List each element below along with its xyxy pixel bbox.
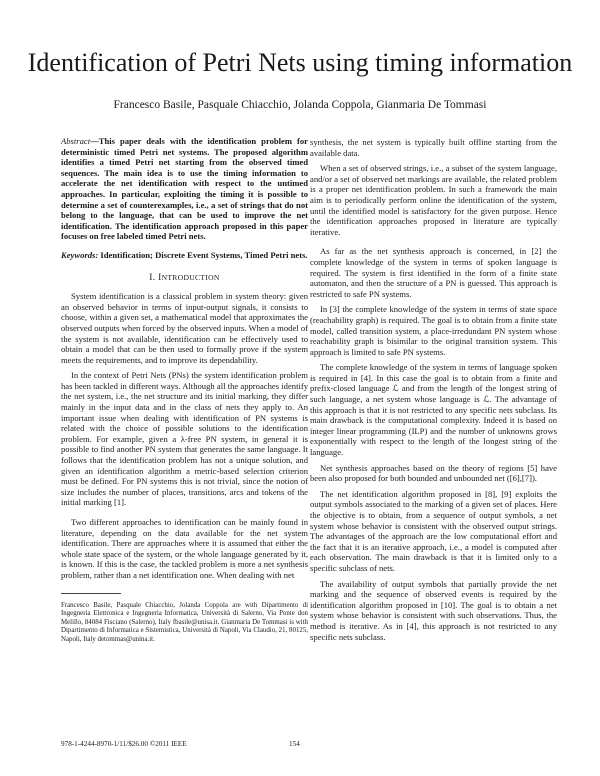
keywords-text: Identification; Discrete Event Systems, Timed Petri nets.	[100, 249, 308, 260]
paragraph: In the context of Petri Nets (PNs) the system identification problem has been tackled in different ways. Although all the approaches identify the net system, i.e., the net structure and its initial marking, they differ mainly in the input data and in the class of nets they apply to. An important issue when dealing with identification of PN systems is related with the choice of possible solutions to the identification problem. For example, given a λ-free PN system, in general it is possible to find another PN system that generates the same language. It follows that the identification problem has not a unique solution, and given an identification algorithm a metric-based selection criterion must be defined. For PN systems this is not trivial, since the notion of size includes the number of places, transitions, arcs and tokens of the initial marking [1].	[61, 370, 308, 508]
paper-title: Identification of Petri Nets using timing information	[27, 48, 573, 77]
author-list: Francesco Basile, Pasquale Chiacchio, Jolanda Coppola, Gianmaria De Tommasi	[113, 99, 487, 111]
paragraph: The complete knowledge of the system in terms of language spoken is required in [4]. In this case the goal is to obtain from a finite and prefix-closed language ℒ and from the length of the longest string of such language, a net system whose language is ℒ. The advantage of this approach is that it is not restricted to any specific nets subclass. Its main drawback is the computational complexity. Indeed it is based on integer linear programming (ILP) and the number of unknowns grows exponentially with respect to the length of the longest string of the language.	[310, 362, 557, 458]
section-title-first: I	[158, 272, 162, 283]
paragraph: The net identification algorithm proposed in [8], [9] exploits the output symbols associated to the marking of a given set of places. Here the objective is to obtain, from a sequence of output symbols, a net system whose behavior is consistent with the observed output strings. The advantages of the approach are the low computational effort and the fact that it is an iterative approach, i.e., a model is computed after each observation. The main drawback is that it is limited only to a specific subclass of nets.	[310, 488, 557, 573]
paragraph: Net synthesis approaches based on the theory of regions [5] have been also proposed for both bounded and unbounded net ([6],[7]).	[310, 462, 557, 484]
abstract-text: —This paper deals with the identification problem for deterministic timed Petri net systems. The proposed algorithm identifies a timed Petri net starting from the observed timed sequences. The main idea is to use the timing information to accelerate the net identification with respect to the untimed approaches. In particular, exploiting the timing it is possible to determine a set of counterexamples, i.e., a set of strings that do not belong to the language, that can be used to improve the net identification. The identification approach proposed in this paper focuses on free labeled timed Petri nets.	[61, 136, 308, 242]
right-column	[310, 137, 557, 647]
abstract-label: Abstract	[61, 136, 91, 146]
abstract	[61, 136, 308, 242]
paragraph: synthesis, the net system is typically built offline starting from the available data.	[310, 137, 557, 158]
isbn-copyright: 978-1-4244-8970-1/11/$26.00 ©2011 IEEE	[61, 740, 187, 748]
paragraph: In [3] the complete knowledge of the system in terms of state space (reachability graph) is required. The goal is to obtain from a finite state model, called transition system, a place-irredundant PN system whose reachability graph is bisimilar to the original transition system. This approach is limited to safe PN systems.	[310, 304, 557, 357]
paragraph: The availability of output symbols that partially provide the net marking and the sequence of observed events is required by the identification algorithm proposed in [10]. The goal is to obtain a net system whose behavior is consistent with such observations. Thus, the method is iterative. As in [4], this approach is not restricted to any specific nets subclass.	[310, 578, 557, 642]
section-title-rest: NTRODUCTION	[161, 272, 220, 282]
page-number: 154	[289, 740, 300, 748]
paragraph: Two different approaches to identification can be mainly found in literature, depending on the data available for the net system identification. There are approaches where it is assumed that either the whole state space of the system, or the whole language generated by it, is known. If this is the case, the tackled problem is more a net synthesis problem, rather than a net identification one. When dealing with net	[61, 517, 308, 580]
paragraph: As far as the net synthesis approach is concerned, in [2] the complete knowledge of the system in terms of spoken language is required. The system is first identified in the form of a finite state automaton, and then the structure of a PN is guessed. This approach is restricted to safe PN systems.	[310, 246, 557, 299]
footnote-rule	[61, 593, 121, 594]
author-affiliation-footnote: Francesco Basile, Pasquale Chiacchio, Jolanda Coppola are with Dipartimento di Ingegneria Elettronica e Ingegneria Informatica, Università di Salerno, Via Ponte don Melillo, 84084 Fisciano (Salerno), Italy fbasile@unisa.it. Gianmaria De Tommasi is with Dipartimento di Informatica e Sistemistica, Università di Napoli, Via Claudio, 21, 80125, Napoli, Italy detommas@unina.it.	[61, 601, 308, 643]
paragraph: System identification is a classical problem in system theory: given an observed behavior in terms of input-output signals, it consists to choose, within a given set, a mathematical model that approximates the observed outputs when forced by the observed inputs. When a model of the system is not available, identification can be effectively used to obtain a model that can be then used to formally prove if the system meets the requirements, and to improve its dependability.	[61, 291, 308, 365]
paragraph: When a set of observed strings, i.e., a subset of the system language, and/or a set of observed net markings are available, the related problem is a proper net identification problem. In such a framework the main aim is to periodically perform online the identification of the system, until the identified model is satisfactory for the given purpose. Hence the identification approaches proposed in literature are typically iterative.	[310, 163, 557, 237]
left-column	[61, 136, 308, 645]
section-numeral: I.	[149, 272, 156, 283]
section-heading-introduction	[61, 273, 308, 284]
keywords-label: Keywords:	[61, 249, 99, 260]
keywords	[61, 250, 308, 261]
